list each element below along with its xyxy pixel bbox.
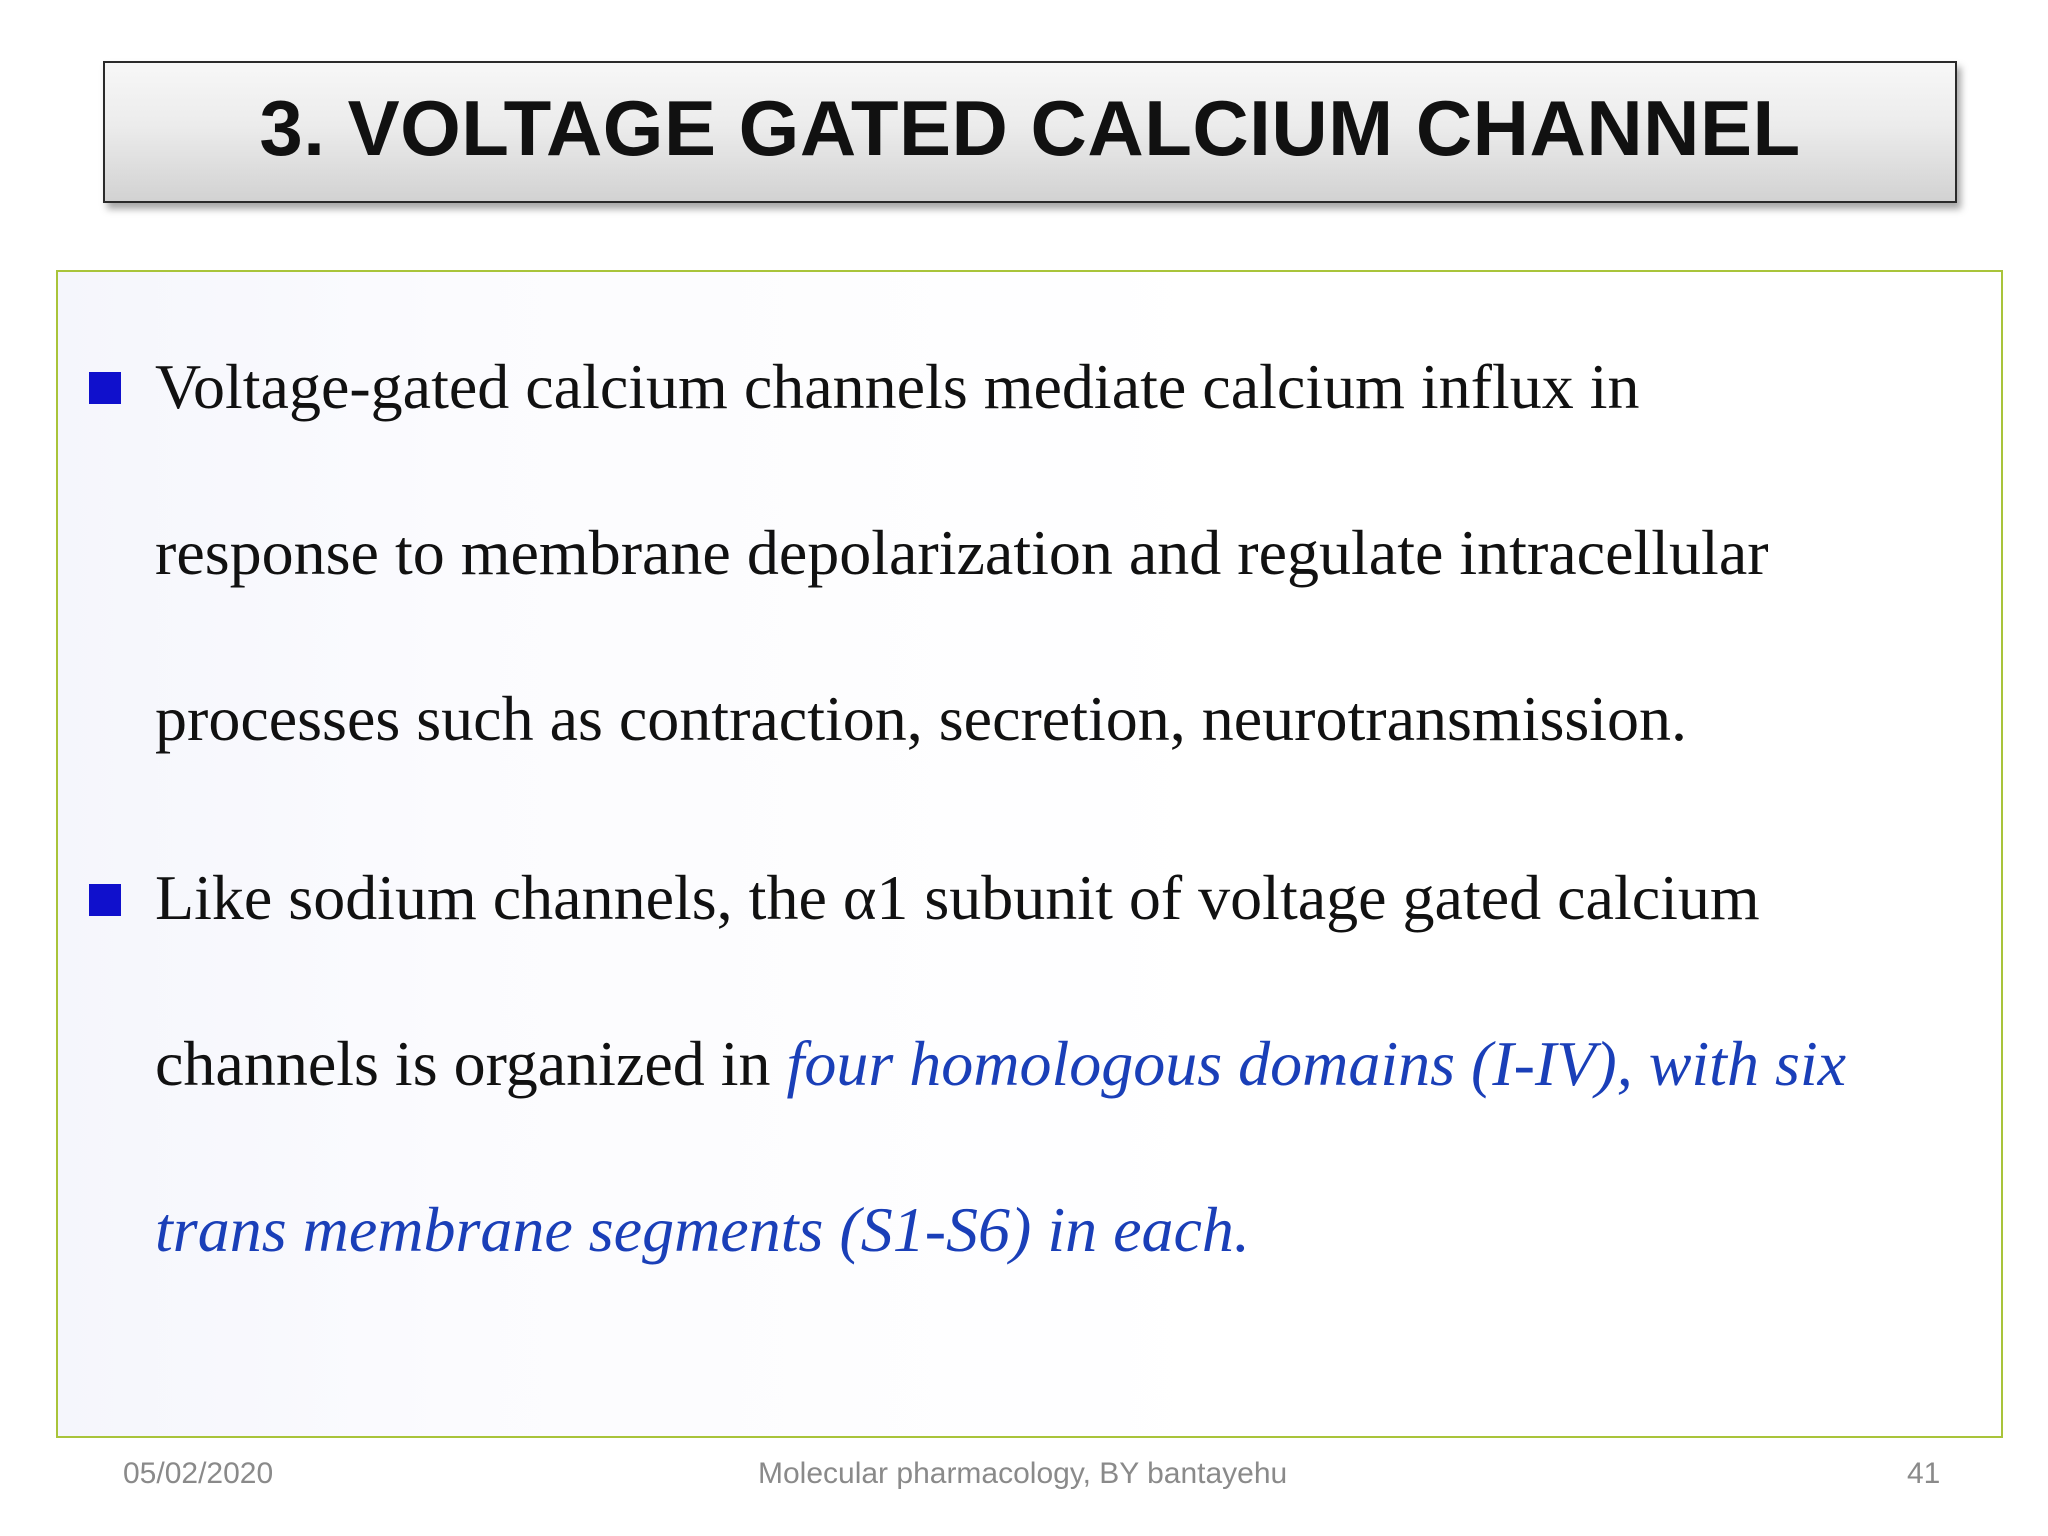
slide-title: 3. VOLTAGE GATED CALCIUM CHANNEL [259, 83, 1801, 172]
bullet-2-line-2-emphasis: four homologous domains (I-IV), with six [786, 1028, 1847, 1099]
bullet-1-line-3: processes such as contraction, secretion, neurotransmission. [155, 683, 1688, 754]
bullet-2-line-1: Like sodium channels, the α1 subunit of voltage gated calcium [155, 862, 1760, 933]
bullet-1-line-1: Voltage-gated calcium channels mediate calcium influx in [155, 351, 1640, 422]
bullet-marker-1 [89, 372, 121, 404]
bullet-2-line-2-plain: channels is organized in [155, 1028, 787, 1099]
footer-date: 05/02/2020 [123, 1457, 274, 1490]
footer-page-number: 41 [1907, 1457, 1941, 1490]
title-banner [103, 61, 1957, 203]
bullet-1-line-2: response to membrane depolarization and regulate intracellular [155, 517, 1769, 588]
bullet-2-line-3: trans membrane segments (S1-S6) in each. [155, 1194, 1250, 1265]
bullet-2-line-2 [155, 1028, 1847, 1099]
bullet-marker-2 [89, 884, 121, 916]
footer-center-text: Molecular pharmacology, BY bantayehu [758, 1457, 1288, 1490]
